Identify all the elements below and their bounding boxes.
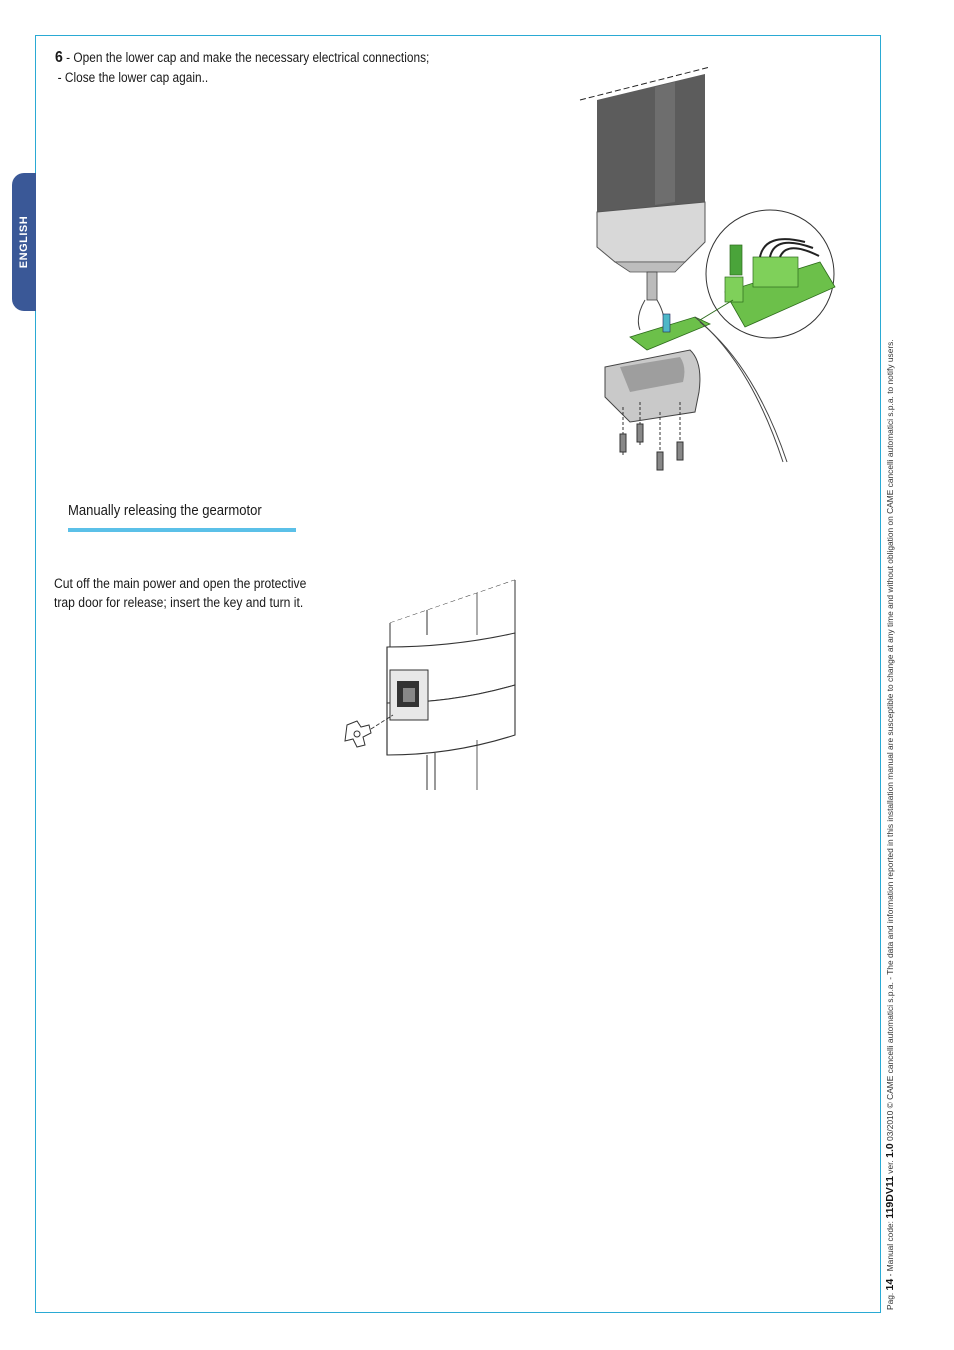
step-line-2: - Close the lower cap again..: [57, 70, 209, 85]
language-tab-label: ENGLISH: [18, 215, 30, 269]
footer-pag-label: Pag.: [885, 1290, 895, 1310]
release-line-2: trap door for release; insert the key and turn it.: [54, 595, 304, 610]
release-instructions: [54, 574, 306, 612]
footer-version: 1.0: [884, 1143, 896, 1158]
footer-ver-label: ver.: [885, 1157, 895, 1177]
manual-release-illustration: [335, 575, 525, 793]
step-number: 6: [55, 49, 63, 66]
footer-manual-code: 119DV11: [884, 1176, 896, 1219]
step-6-instructions: [55, 48, 429, 88]
section-heading-underline: [68, 528, 296, 532]
language-tab: [12, 173, 36, 311]
release-line-1: Cut off the main power and open the protective: [54, 576, 307, 591]
footer-code-label: - Manual code:: [885, 1218, 895, 1279]
footer-rest: 03/2010 © CAME cancelli automatici s.p.a. - The data and information reported in this installation manual are susceptible to change at any time and without obligation on CAME cancelli automatici s.p.a. to notify users.: [885, 339, 895, 1144]
lower-cap-illustration: [575, 62, 840, 472]
footer-vertical-text: [884, 339, 896, 1310]
section-heading: Manually releasing the gearmotor: [68, 503, 262, 519]
step-line-1: - Open the lower cap and make the necessary electrical connections;: [62, 50, 430, 65]
footer-page-number: 14: [884, 1278, 896, 1291]
